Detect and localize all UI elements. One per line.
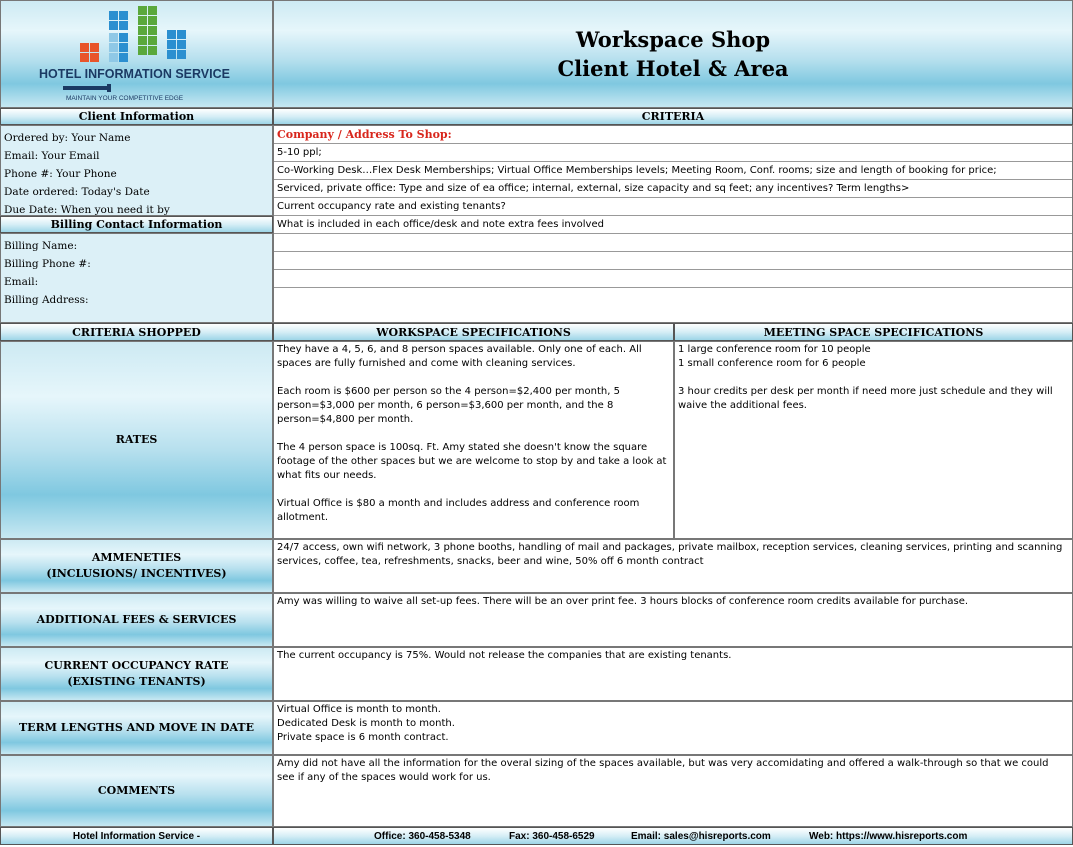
terms-label: [0, 701, 273, 755]
rates-meeting-line1: 1 large conference room for 10 people: [678, 344, 871, 355]
billing-block: [0, 233, 273, 323]
workspace-specs-heading: WORKSPACE SPECIFICATIONS: [273, 323, 674, 341]
criteria-heading: CRITERIA: [273, 108, 1073, 125]
criteria-row: [274, 270, 1072, 288]
criteria-row: [274, 288, 1072, 306]
billing-heading: Billing Contact Information: [0, 216, 273, 233]
fees-label-text: ADDITIONAL FEES & SERVICES: [36, 613, 237, 626]
footer-office: Office: 360-458-5348: [374, 830, 471, 842]
client-email: Email: Your Email: [4, 150, 100, 162]
criteria-row: Serviced, private office: Type and size of ea office; internal, external, size capacity and sq feet; any incentives? Term lengths>: [274, 180, 1072, 198]
footer-fax: Fax: 360-458-6529: [509, 830, 595, 842]
criteria-row: [274, 234, 1072, 252]
criteria-shopped-heading: CRITERIA SHOPPED: [0, 323, 273, 341]
rates-meeting-p2: 3 hour credits per desk per month if need more just schedule and they will waive the additional fees.: [678, 386, 1053, 411]
ordered-by: Ordered by: Your Name: [4, 132, 131, 144]
amenities-label: [0, 539, 273, 593]
client-info-block: [0, 125, 273, 216]
hotel-building-logo-icon: [71, 3, 201, 68]
amenities-label-line1: AMMENETIES: [91, 551, 182, 564]
footer-company-text: Hotel Information Service -: [72, 830, 201, 842]
logo-cell: [0, 0, 273, 108]
comments-label: [0, 755, 273, 827]
occupancy-label: [0, 647, 273, 701]
occupancy-label-line2: (EXISTING TENANTS): [67, 675, 206, 688]
amenities-text: 24/7 access, own wifi network, 3 phone booths, handling of mail and packages, private mailbox, reception services, cleaning services, printing and scanning services, coffee, tea, refreshments, snacks, beer and wine, 50% off 6 month contract: [273, 539, 1073, 593]
logo-underline: [63, 86, 111, 90]
client-phone: Phone #: Your Phone: [4, 168, 117, 180]
page-title: Workspace Shop: [575, 27, 771, 52]
rates-meeting-line2: 1 small conference room for 6 people: [678, 358, 866, 369]
logo-tagline: MAINTAIN YOUR COMPETITIVE EDGE: [66, 95, 184, 102]
date-ordered: Date ordered: Today's Date: [4, 186, 150, 198]
due-date: Due Date: When you need it by: [4, 204, 170, 216]
billing-phone: Billing Phone #:: [4, 258, 91, 270]
terms-cell: [273, 701, 1073, 755]
fees-text: Amy was willing to waive all set-up fees. There will be an over print fee. 3 hours blocks of conference room credits available for purchase.: [273, 593, 1073, 647]
comments-text: Amy did not have all the information for the overal sizing of the spaces available, but was very accomidating and offered a walk-through so that we could see if any of the spaces would work for us.: [273, 755, 1073, 827]
footer-contact: [273, 827, 1073, 845]
footer-web[interactable]: Web: https://www.hisreports.com: [809, 830, 968, 842]
rates-label: [0, 341, 273, 539]
meeting-specs-heading: MEETING SPACE SPECIFICATIONS: [674, 323, 1073, 341]
rates-workspace-p1: They have a 4, 5, 6, and 8 person spaces available. Only one of each. All spaces are fully furnished and come with cleaning services.: [277, 344, 642, 369]
footer-email[interactable]: Email: sales@hisreports.com: [631, 830, 771, 842]
fees-label: [0, 593, 273, 647]
amenities-label-line2: (INCLUSIONS/ INCENTIVES): [46, 567, 227, 580]
criteria-row: [274, 252, 1072, 270]
terms-line: Dedicated Desk is month to month.: [277, 718, 455, 729]
logo-name: HOTEL INFORMATION SERVICE: [39, 67, 230, 81]
occupancy-label-line1: CURRENT OCCUPANCY RATE: [44, 659, 229, 672]
billing-email: Email:: [4, 276, 39, 288]
criteria-row: 5-10 ppl;: [274, 144, 1072, 162]
criteria-row: What is included in each office/desk and note extra fees involved: [274, 216, 1072, 234]
title-cell: [273, 0, 1073, 108]
rates-workspace-p2: Each room is $600 per person so the 4 person=$2,400 per month, 5 person=$3,000 per month, 6 person=$3,600 per month, and the 8 person=$4,800 per month.: [277, 386, 620, 425]
rates-meeting-cell: [674, 341, 1073, 539]
rates-workspace-cell: [273, 341, 674, 539]
billing-address: Billing Address:: [4, 294, 89, 306]
occupancy-text: The current occupancy is 75%. Would not release the companies that are existing tenants.: [273, 647, 1073, 701]
rates-workspace-p4: Virtual Office is $80 a month and includes address and conference room allotment.: [277, 498, 640, 523]
client-info-heading: Client Information: [0, 108, 273, 125]
comments-label-text: COMMENTS: [97, 784, 176, 797]
terms-line: Private space is 6 month contract.: [277, 732, 449, 743]
rates-workspace-p3: The 4 person space is 100sq. Ft. Amy stated she doesn't know the square footage of the other spaces but we are welcome to stop by and take a look at what fits our needs.: [277, 442, 667, 481]
criteria-row: Current occupancy rate and existing tenants?: [274, 198, 1072, 216]
billing-name: Billing Name:: [4, 240, 78, 252]
terms-line: Virtual Office is month to month.: [277, 704, 441, 715]
rates-label-text: RATES: [115, 433, 158, 446]
footer-company: [0, 827, 273, 845]
terms-label-text: TERM LENGTHS AND MOVE IN DATE: [19, 721, 254, 734]
criteria-row: Co-Working Desk…Flex Desk Memberships; Virtual Office Memberships levels; Meeting Room, Conf. rooms; size and length of booking for price;: [274, 162, 1072, 180]
company-address-label: Company / Address To Shop:: [274, 126, 1072, 144]
logo-underline-end: [107, 84, 111, 92]
page-subtitle: Client Hotel & Area: [557, 56, 789, 81]
criteria-list: [273, 125, 1073, 323]
